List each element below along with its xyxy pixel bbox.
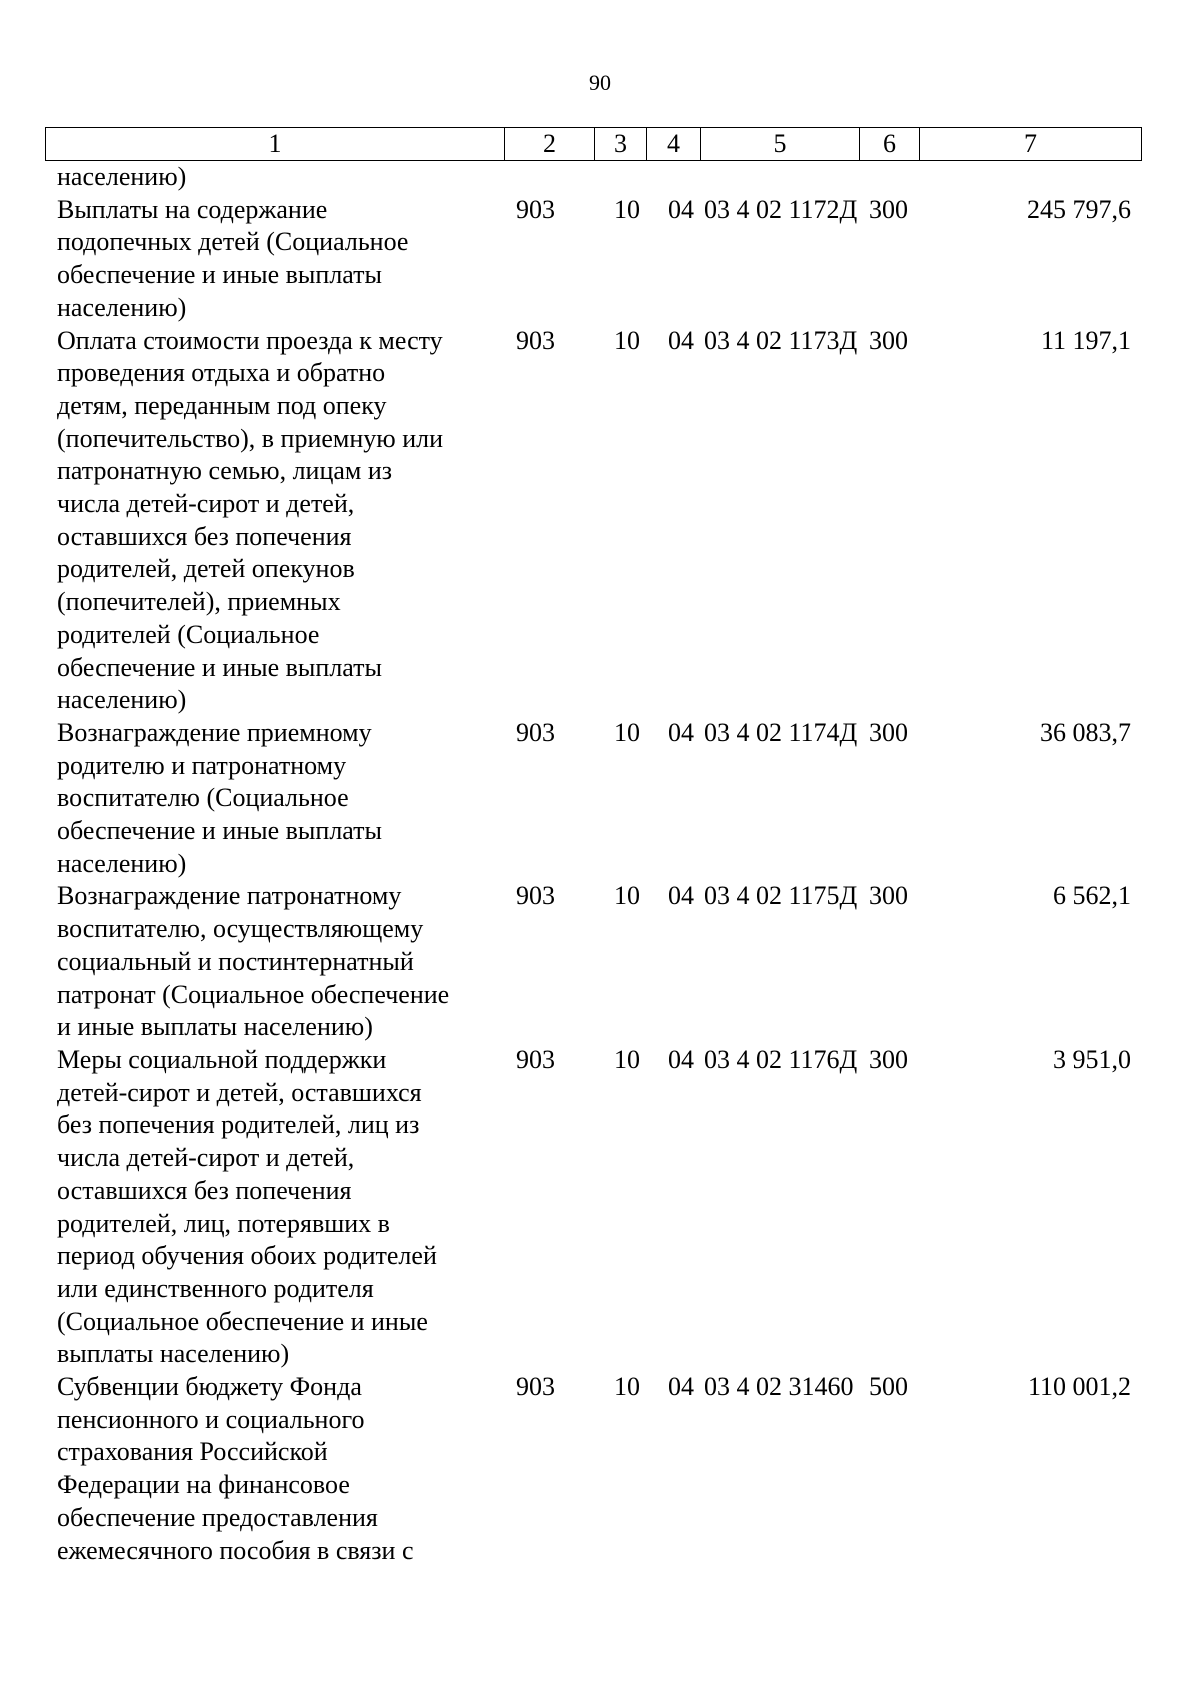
header-col-2: 2 (505, 128, 595, 161)
table-row (45, 1044, 1141, 1371)
row-amount: 11 197,1 (1040, 325, 1131, 355)
row-code-ministry: 903 (516, 325, 555, 355)
header-row (46, 128, 1142, 161)
row-amount: 6 562,1 (1053, 881, 1131, 911)
table-row (45, 717, 1141, 881)
header-col-7: 7 (920, 128, 1142, 161)
row-amount: 3 951,0 (1053, 1044, 1131, 1074)
table-row (45, 194, 1141, 325)
row-target-article: 03 4 02 1176Д (704, 1044, 858, 1074)
row-expense-type: 300 (869, 325, 908, 355)
row-target-article: 03 4 02 1173Д (704, 325, 858, 355)
header-col-3: 3 (595, 128, 647, 161)
header-col-5: 5 (701, 128, 860, 161)
row-description: Вознаграждение патронатному воспитателю, осуществляющему социальный и постинтернатный патронат (Социальное обеспечение и иные выплаты населению) (57, 881, 450, 1042)
table-header (45, 127, 1142, 161)
row-expense-type (859, 161, 919, 194)
row-code-ministry: 903 (516, 1372, 555, 1402)
table-row (45, 161, 1141, 194)
row-code-section: 10 (614, 1044, 640, 1074)
row-code-subsection: 04 (668, 1044, 694, 1074)
row-code-subsection: 04 (668, 881, 694, 911)
row-code-ministry: 903 (516, 1044, 555, 1074)
row-amount (919, 161, 1141, 194)
row-expense-type: 300 (869, 717, 908, 747)
row-description: Меры социальной поддержки детей-сирот и детей, оставшихся без попечения родителей, лиц из числа детей-сирот и детей, оставшихся без попечения родителей, лиц, потерявших в период обучения обоих родителей или единственного родителя (Социальное обеспечение и иные выплаты населению) (57, 1044, 437, 1369)
table-row (45, 880, 1141, 1044)
row-code-section (594, 161, 646, 194)
row-target-article: 03 4 02 1174Д (704, 717, 858, 747)
row-target-article: 03 4 02 1175Д (704, 881, 858, 911)
row-code-subsection: 04 (668, 717, 694, 747)
row-target-article: 03 4 02 1172Д (704, 194, 858, 224)
row-description: Выплаты на содержание подопечных детей (Социальное обеспечение и иные выплаты населению) (57, 194, 409, 322)
row-code-section: 10 (614, 881, 640, 911)
header-col-4: 4 (647, 128, 701, 161)
row-code-section: 10 (614, 717, 640, 747)
row-expense-type: 300 (869, 881, 908, 911)
row-code-section: 10 (614, 194, 640, 224)
row-amount: 245 797,6 (1027, 194, 1131, 224)
row-code-subsection: 04 (668, 325, 694, 355)
header-col-1: 1 (46, 128, 505, 161)
row-target-article (700, 161, 859, 194)
row-code-section: 10 (614, 325, 640, 355)
row-code-subsection (646, 161, 700, 194)
row-description: Субвенции бюджету Фонда пенсионного и социального страхования Российской Федерации на финансовое обеспечение предоставления ежемесячного пособия в связи с (57, 1372, 414, 1565)
row-code-section: 10 (614, 1372, 640, 1402)
row-description: Оплата стоимости проезда к месту проведения отдыха и обратно детям, переданным под опеку (попечительство), в приемную или патронатную семью, лицам из числа детей-сирот и детей, оставшихся без попечения родителей, детей опекунов (попечителей), приемных родителей (Социальное обеспечение и иные выплаты населению) (57, 325, 444, 715)
row-code-ministry (504, 161, 594, 194)
row-code-ministry: 903 (516, 881, 555, 911)
table-row (45, 1371, 1141, 1567)
row-expense-type: 300 (869, 1044, 908, 1074)
row-description: населению) (57, 162, 187, 191)
row-amount: 36 083,7 (1040, 717, 1131, 747)
row-code-ministry: 903 (516, 717, 555, 747)
page-number: 90 (589, 70, 611, 95)
row-amount: 110 001,2 (1027, 1372, 1131, 1402)
row-description: Вознаграждение приемному родителю и патронатному воспитателю (Социальное обеспечение и иные выплаты населению) (57, 717, 382, 878)
row-expense-type: 300 (869, 194, 908, 224)
table-row (45, 325, 1141, 717)
row-target-article: 03 4 02 31460 (704, 1372, 854, 1402)
row-code-subsection: 04 (668, 1372, 694, 1402)
row-code-subsection: 04 (668, 194, 694, 224)
budget-table (45, 161, 1141, 1567)
row-code-ministry: 903 (516, 194, 555, 224)
row-expense-type: 500 (869, 1372, 908, 1402)
header-col-6: 6 (860, 128, 920, 161)
